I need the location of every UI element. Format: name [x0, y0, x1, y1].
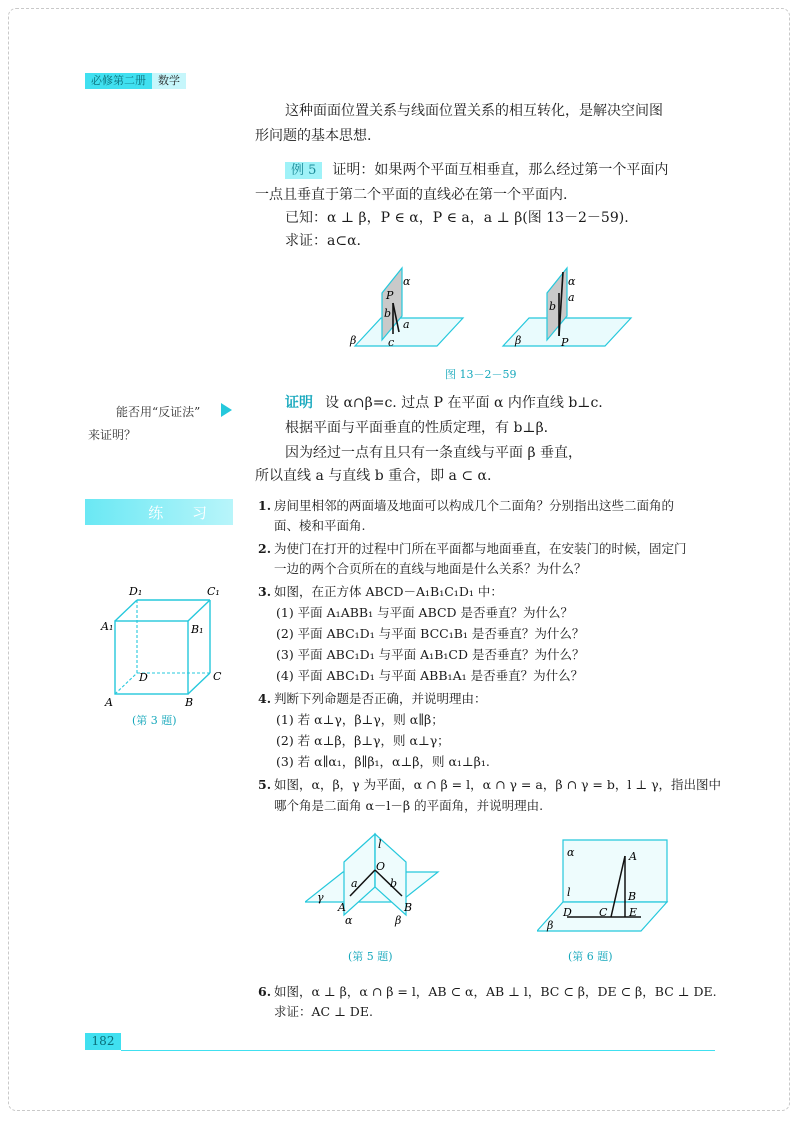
fig5-gamma-label: γ: [317, 891, 324, 904]
fig6-D-label: D: [563, 906, 572, 919]
exercise-3-sub-4: (4) 平面 ABC₁D₁ 与平面 ABB₁A₁ 是否垂直？为什么？: [276, 668, 584, 683]
side-note-line-2: 来证明？: [88, 428, 137, 442]
fig59-alpha-label-2: α: [568, 275, 576, 288]
example-tag: 例 5: [285, 162, 322, 179]
exercise-3-line-1: [258, 582, 503, 602]
exercise-5-line-2: 哪个角是二面角 α－l－β 的平面角，并说明理由.: [274, 798, 544, 813]
exercise-5-line-1: [258, 775, 721, 795]
cube-C-label: C: [213, 670, 222, 683]
fig6-beta-label: β: [547, 919, 554, 932]
fig59-P-label: P: [386, 289, 394, 302]
exercise-4-sub-2: (2) 若 α⊥β，β⊥γ，则 α⊥γ；: [276, 733, 450, 748]
fig5-O-label: O: [376, 860, 386, 873]
proof-line-4: 所以直线 a 与直线 b 重合，即 a ⊂ α.: [255, 468, 492, 484]
fig59-beta-label-2: β: [515, 334, 522, 347]
cube-A-label: A: [105, 696, 113, 709]
proof-line-2: 根据平面与平面垂直的性质定理，有 b⊥β.: [285, 420, 549, 436]
fig6-l-label: l: [567, 886, 571, 899]
fig5-beta-label: β: [395, 914, 402, 927]
example-5-line-1: [285, 160, 668, 180]
side-note-arrow-icon: [221, 403, 232, 417]
exercise-3-text: 如图，在正方体 ABCD－A₁B₁C₁D₁ 中：: [274, 584, 503, 599]
fig6-alpha-label: α: [567, 846, 575, 859]
running-header: [85, 73, 186, 89]
exercise-6-line-2: 求证：AC ⊥ DE.: [274, 1004, 373, 1019]
to-prove-statement: 求证：a⊂α.: [285, 233, 361, 249]
intro-line-1: 这种面面位置关系与线面位置关系的相互转化，是解决空间图: [285, 103, 663, 119]
fig5-a-label: a: [351, 877, 358, 890]
fig6-B-label: B: [628, 890, 637, 903]
footer-line: [121, 1050, 715, 1051]
proof-label: 证明: [285, 395, 313, 411]
exercise-6-figure-caption: (第 6 题): [568, 950, 613, 963]
exercise-4-sub-1: (1) 若 α⊥γ，β⊥γ，则 α∥β；: [276, 712, 444, 727]
fig5-A-label: A: [338, 901, 346, 914]
cube-D1-label: D₁: [129, 585, 143, 598]
fig5-B-label: B: [404, 901, 413, 914]
page-number: 182: [85, 1033, 121, 1050]
proof-line-3: 因为经过一点有且只有一条直线与平面 β 垂直，: [285, 445, 582, 461]
fig59-b-label-2: b: [549, 300, 557, 313]
fig59-beta-label: β: [350, 334, 357, 347]
fig6-C-label: C: [599, 906, 608, 919]
fig5-l-label: l: [378, 838, 382, 851]
figure-13-2-59: [330, 258, 640, 358]
figure-13-2-59-caption: 图 13－2－59: [445, 368, 517, 381]
intro-line-2: 形问题的基本思想.: [255, 128, 372, 144]
exercise-5-text: 如图，α，β，γ 为平面，α ∩ β = l，α ∩ γ = a，β ∩ γ = b，l ⊥ γ，指出图中: [274, 777, 722, 792]
fig59-P-label-2: P: [561, 336, 569, 349]
exercise-2-number: 2.: [258, 541, 272, 556]
exercise-6-number: 6.: [258, 984, 272, 999]
exercise-4-number: 4.: [258, 691, 272, 706]
example-5-text: 证明：如果两个平面互相垂直，那么经过第一个平面内: [332, 162, 669, 178]
book-title: 必修第二册: [85, 73, 152, 89]
given-statement: 已知：α ⊥ β，P ∈ α，P ∈ a，a ⊥ β(图 13－2－59).: [285, 210, 629, 226]
exercise-2-text: 为使门在打开的过程中门所在平面都与地面垂直，在安装门的时候，固定门: [274, 541, 687, 556]
cube-D-label: D: [139, 671, 148, 684]
exercise-4-line-1: [258, 689, 487, 709]
exercise-4-text: 判断下列命题是否正确，并说明理由：: [274, 691, 487, 706]
fig59-a-label: a: [403, 318, 410, 331]
side-note-line-1: 能否用“反证法”: [116, 405, 201, 419]
exercise-4-sub-3: (3) 若 α∥α₁，β∥β₁，α⊥β，则 α₁⊥β₁.: [276, 754, 490, 769]
exercise-1-number: 1.: [258, 498, 272, 513]
exercise-3-number: 3.: [258, 584, 272, 599]
cube-figure: [95, 578, 235, 713]
example-5-line-2: 一点且垂直于第二个平面的直线必在第一个平面内.: [255, 187, 568, 203]
fig5-b-label: b: [390, 877, 398, 890]
fig59-b-label: b: [384, 307, 392, 320]
fig6-E-label: E: [629, 906, 638, 919]
exercise-1-line-1: [258, 496, 674, 516]
exercise-5-number: 5.: [258, 777, 272, 792]
fig5-alpha-label: α: [345, 914, 353, 927]
exercise-1-text: 房间里相邻的两面墙及地面可以构成几个二面角？分别指出这些二面角的: [274, 498, 675, 513]
cube-B-label: B: [185, 696, 194, 709]
exercise-6-text: 如图，α ⊥ β，α ∩ β = l，AB ⊂ α，AB ⊥ l，BC ⊂ β，DE ⊂ β，BC ⊥ DE.: [274, 984, 717, 999]
exercise-6-figure: [537, 838, 672, 938]
fig6-A-label: A: [629, 850, 637, 863]
cube-B1-label: B₁: [191, 623, 204, 636]
cube-C1-label: C₁: [207, 585, 220, 598]
exercise-5-figure: [305, 832, 440, 937]
fig59-a-label-2: a: [568, 291, 575, 304]
exercise-3-sub-2: (2) 平面 ABC₁D₁ 与平面 BCC₁B₁ 是否垂直？为什么？: [276, 626, 585, 641]
exercise-3-sub-3: (3) 平面 ABC₁D₁ 与平面 A₁B₁CD 是否垂直？为什么？: [276, 647, 585, 662]
exercise-6-line-1: [258, 982, 717, 1002]
subject-label: 数学: [152, 73, 186, 89]
fig59-c-label: c: [388, 336, 395, 349]
exercise-2-line-1: [258, 539, 687, 559]
fig59-alpha-label: α: [403, 275, 411, 288]
proof-text-1: 设 α∩β=c. 过点 P 在平面 α 内作直线 b⊥c.: [325, 395, 603, 411]
cube-A1-label: A₁: [101, 620, 114, 633]
exercise-2-line-2: 一边的两个合页所在的直线与地面是什么关系？为什么？: [274, 561, 587, 576]
exercise-1-line-2: 面、棱和平面角.: [274, 518, 366, 533]
practice-band: 练 习: [85, 499, 233, 525]
cube-caption: (第 3 题): [132, 714, 177, 727]
exercise-3-sub-1: (1) 平面 A₁ABB₁ 与平面 ABCD 是否垂直？为什么？: [276, 605, 574, 620]
exercise-5-figure-caption: (第 5 题): [348, 950, 393, 963]
proof-line-1: [285, 393, 603, 413]
